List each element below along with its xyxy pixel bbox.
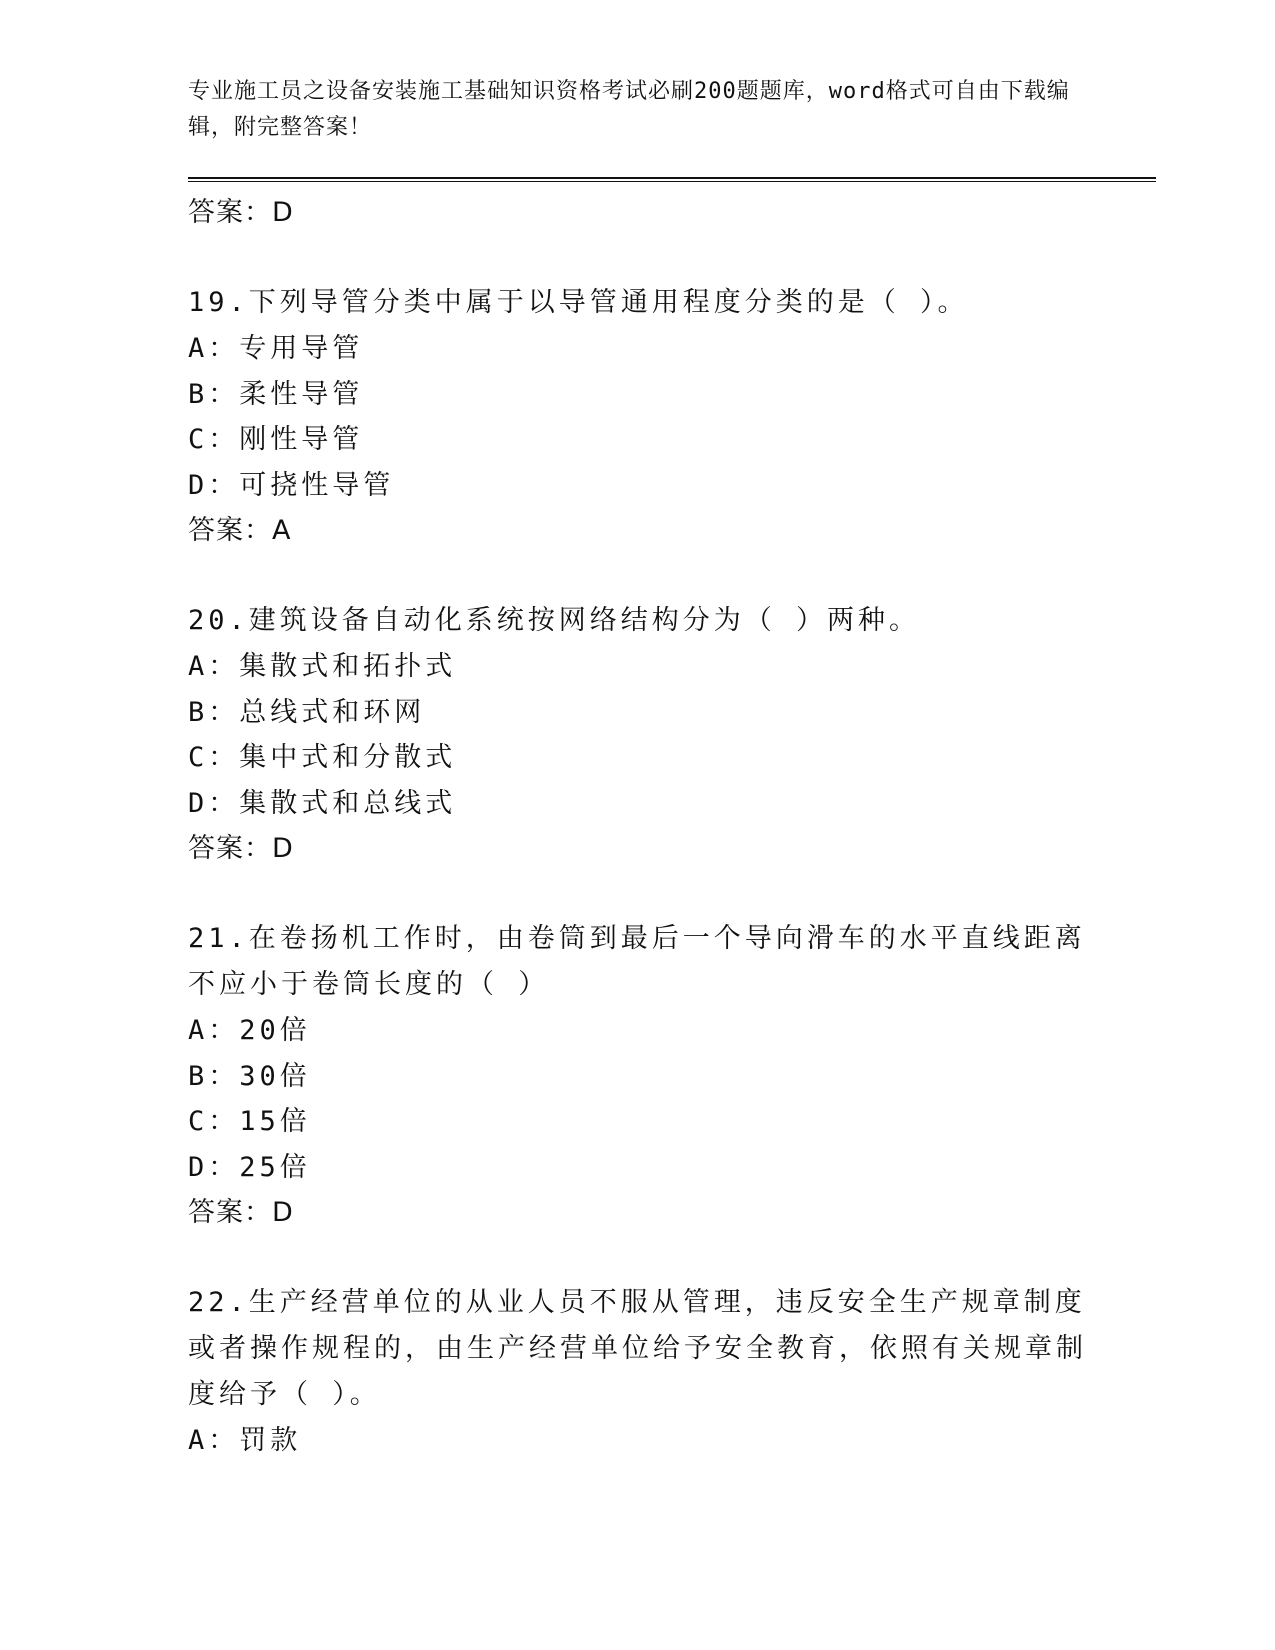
option-a: A：罚款 xyxy=(188,1425,302,1456)
option-a: A：集散式和拓扑式 xyxy=(188,651,457,682)
question-20 xyxy=(188,598,1088,871)
header-divider-thick xyxy=(188,177,1156,179)
option-c: C：刚性导管 xyxy=(188,424,364,455)
option-a: A：20倍 xyxy=(188,1015,311,1046)
question-stem: 20.建筑设备自动化系统按网络结构分为（ ）两种。 xyxy=(188,605,921,636)
question-stem: 22.生产经营单位的从业人员不服从管理，违反安全生产规章制度或者操作规程的，由生产经营单位给予安全教育，依照有关规章制度给予（ ）。 xyxy=(188,1287,1087,1410)
question-stem: 21.在卷扬机工作时，由卷筒到最后一个导向滑车的水平直线距离不应小于卷筒长度的（ ） xyxy=(188,923,1086,1000)
option-c: C：15倍 xyxy=(188,1106,311,1137)
option-d: D：25倍 xyxy=(188,1151,311,1183)
document-body xyxy=(188,190,1088,1464)
header-divider-thin xyxy=(188,181,1156,182)
question-22 xyxy=(188,1280,1088,1464)
answer: 答案：D xyxy=(188,833,294,864)
option-b: B：柔性导管 xyxy=(188,378,364,410)
option-b: B：30倍 xyxy=(188,1060,311,1092)
option-d: D：集散式和总线式 xyxy=(188,787,457,819)
document-header: 专业施工员之设备安装施工基础知识资格考试必刷200题题库，word格式可自由下载编辑，附完整答案！ xyxy=(188,79,1070,140)
previous-answer: 答案：D xyxy=(188,197,294,228)
question-21 xyxy=(188,916,1088,1235)
option-d: D：可挠性导管 xyxy=(188,469,395,501)
question-19 xyxy=(188,280,1088,553)
question-stem: 19.下列导管分类中属于以导管通用程度分类的是（ ）。 xyxy=(188,287,969,318)
option-c: C：集中式和分散式 xyxy=(188,742,457,773)
option-b: B：总线式和环网 xyxy=(188,696,426,728)
answer: 答案：A xyxy=(188,515,292,546)
answer: 答案：D xyxy=(188,1197,294,1228)
option-a: A：专用导管 xyxy=(188,333,364,364)
